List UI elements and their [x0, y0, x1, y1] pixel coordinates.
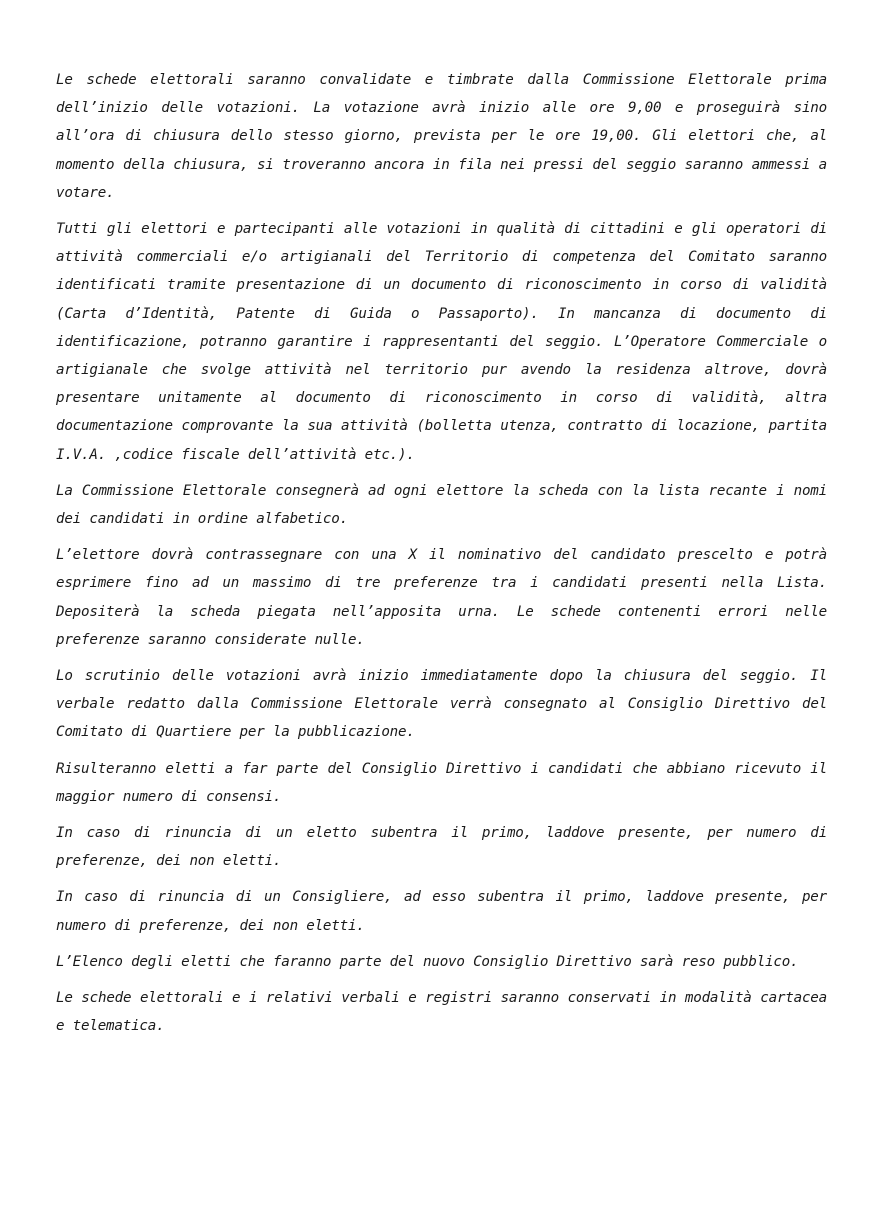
paragraph-vote-counting: Lo scrutinio delle votazioni avrà inizio immediatamente dopo la chiusura del seggio. Il verbale redatto dalla Commissione Elettorale verrà consegnato al Consiglio Direttivo del Comitato di Quartiere per la pubblicazione. [56, 668, 827, 741]
paragraph-ballot-delivery: La Commissione Elettorale consegnerà ad ogni elettore la scheda con la lista recante i nomi dei candidati in ordine alfabetico. [56, 482, 827, 528]
paragraph-elected-resignation: In caso di rinuncia di un eletto subentra il primo, laddove presente, per numero di preferenze, dei non eletti. [56, 825, 827, 870]
paragraph-voter-identification: Tutti gli elettori e partecipanti alle votazioni in qualità di cittadini e gli operatori di attività commerciali e/o artigianali del Territorio di competenza del Comitato saranno identificati tramite presentazione di un documento di riconoscimento in corso di validità (Carta d’Identità, Patente di Guida o Passaporto). In mancanza di documento di identificazione, potranno garantire i rappresentanti del seggio. L’Operatore Commerciale o artigianale che svolge attività nel territorio pur avendo la residenza altrove, dovrà presentare unitamente al documento di riconoscimento in corso di validità, altra documentazione comprovante la sua attività (bolletta utenza, contratto di locazione, partita I.V.A. ,codice fiscale dell’attività etc.). [56, 221, 827, 463]
paragraph-voting-procedure: L’elettore dovrà contrassegnare con una X il nominativo del candidato prescelto e potrà esprimere fino ad un massimo di tre preferenze tra i candidati presenti nella Lista. Depositerà la scheda piegata nell’apposita urna. Le schede contenenti errori nelle preferenze saranno considerate nulle. [56, 547, 827, 648]
paragraph-ballot-validation: Le schede elettorali saranno convalidate e timbrate dalla Commissione Elettorale prima dell’inizio delle votazioni. La votazione avrà inizio alle ore 9,00 e proseguirà sino all’ora di chiusura dello stesso giorno, prevista per le ore 19,00. Gli elettori che, al momento della chiusura, si troveranno ancora in fila nei pressi del seggio saranno ammessi a votare. [56, 72, 827, 201]
paragraph-councillor-resignation: In caso di rinuncia di un Consigliere, ad esso subentra il primo, laddove presente, per numero di preferenze, dei non eletti. [56, 889, 827, 934]
paragraph-elected-list: L’Elenco degli eletti che faranno parte del nuovo Consiglio Direttivo sarà reso pubblico. [56, 953, 799, 970]
paragraph-elected-candidates: Risulteranno eletti a far parte del Consiglio Direttivo i candidati che abbiano ricevuto il maggior numero di consensi. [56, 760, 827, 805]
document-page [56, 66, 827, 1049]
paragraph-records-storage: Le schede elettorali e i relativi verbali e registri saranno conservati in modalità cartacea e telematica. [56, 990, 827, 1035]
